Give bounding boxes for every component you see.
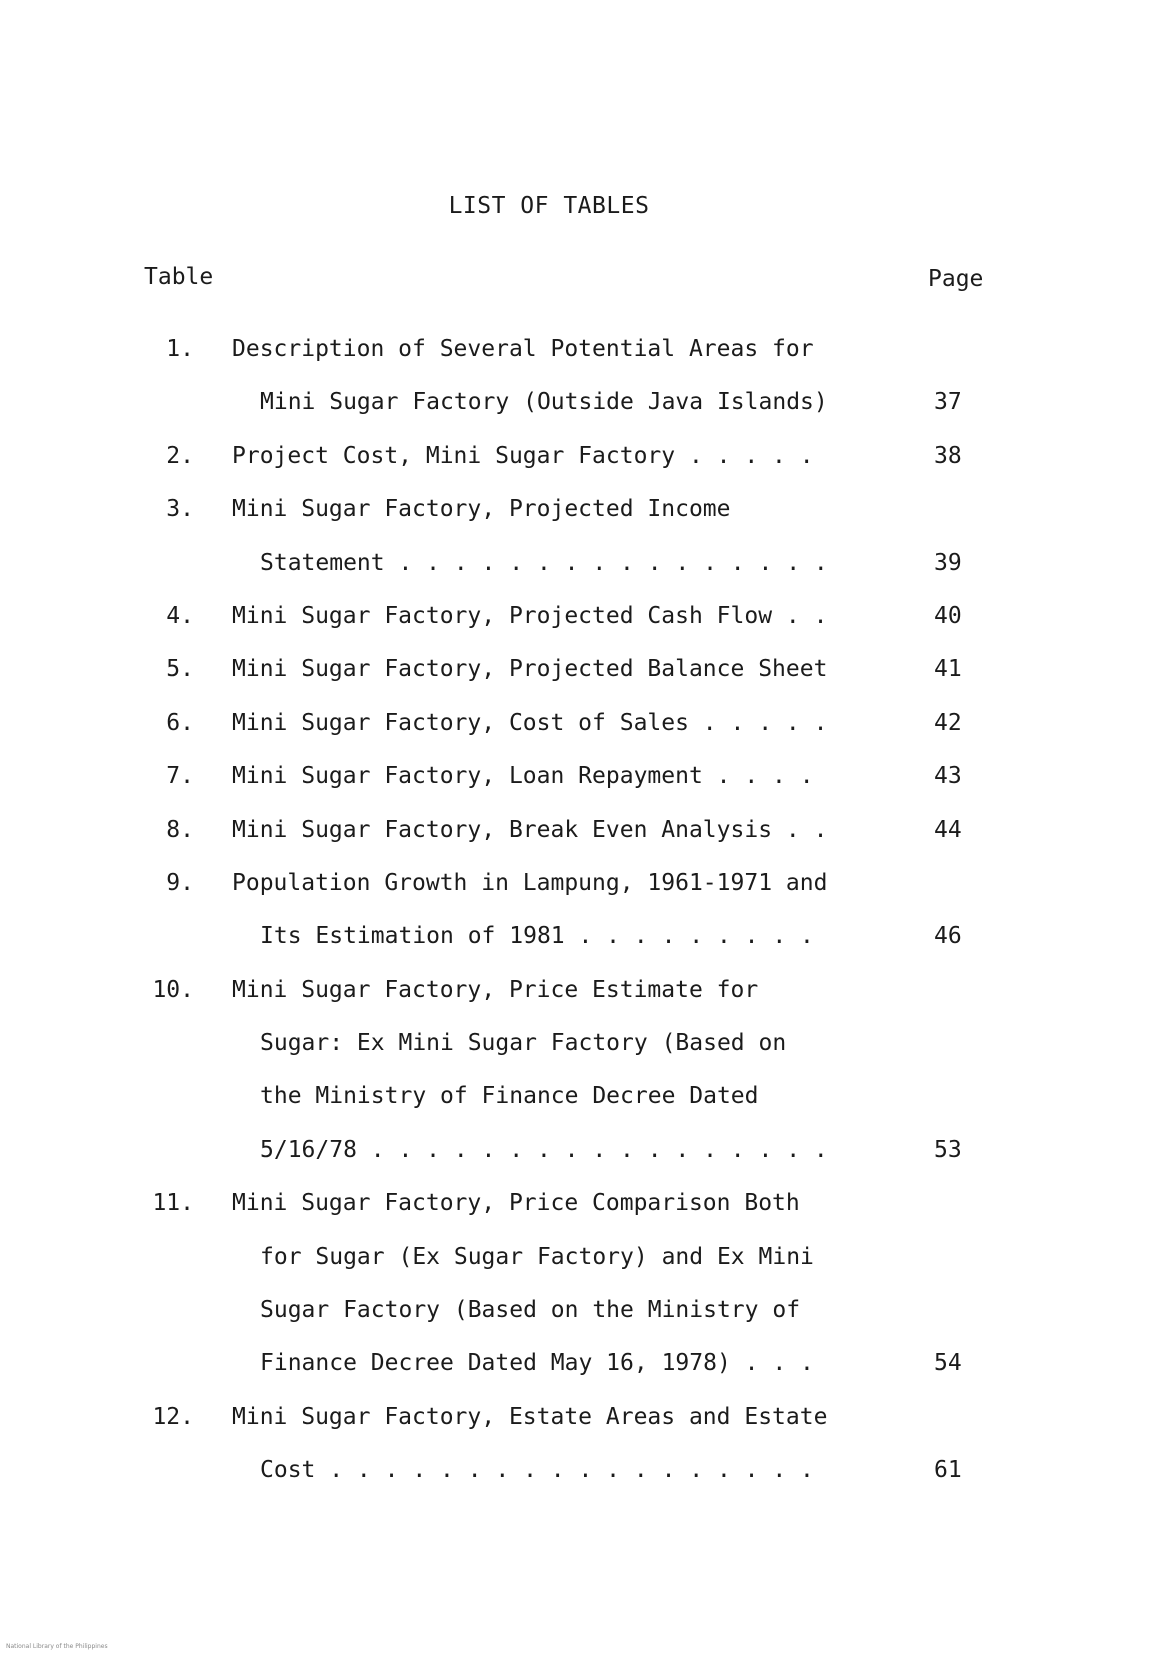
table-column-header: Table [144,264,214,290]
table-title: Its Estimation of 1981 . . . . . . . . . [260,923,814,950]
table-title: the Ministry of Finance Decree Dated [260,1083,759,1110]
page-number: 37 [934,389,962,416]
table-title: Finance Decree Dated May 16, 1978) . . . [260,1350,814,1377]
table-title: Statement . . . . . . . . . . . . . . . . [260,549,828,576]
table-title: Mini Sugar Factory, Cost of Sales . . . . . [232,709,828,736]
list-item [0,1231,1172,1284]
page-number: 54 [934,1350,962,1377]
table-title: Mini Sugar Factory, Projected Income [232,496,731,523]
table-title: Description of Several Potential Areas for [232,336,814,362]
list-item [0,857,1172,910]
table-number: 7. [166,763,194,790]
list-item [0,1124,1172,1177]
table-title: Mini Sugar Factory, Price Comparison Both [232,1190,800,1217]
page-column-header: Page [928,266,984,292]
page-number: 40 [934,602,962,629]
table-number: 12. [152,1403,194,1430]
scan-footer: National Library of the Philippines [6,1643,108,1650]
table-title: Sugar: Ex Mini Sugar Factory (Based on [260,1030,787,1057]
list-item [0,1444,1172,1497]
list-item [0,643,1172,696]
list-item [0,1070,1172,1123]
list-item [0,323,1172,376]
page-number: 42 [934,709,962,736]
table-number: 4. [166,602,194,629]
page-title: LIST OF TABLES [448,193,650,219]
table-title: Mini Sugar Factory, Projected Cash Flow . . [232,602,828,629]
table-title: 5/16/78 . . . . . . . . . . . . . . . . . [260,1136,828,1163]
page-number: 53 [934,1136,962,1163]
page-number: 38 [934,442,962,469]
list-item [0,750,1172,803]
table-number: 2. [166,442,194,469]
table-title: Population Growth in Lampung, 1961-1971 and [232,869,828,896]
table-title: Project Cost, Mini Sugar Factory . . . . . [232,442,814,469]
table-title: Mini Sugar Factory, Projected Balance Sheet [232,656,828,683]
table-title: Cost . . . . . . . . . . . . . . . . . . [260,1457,814,1484]
list-item [0,376,1172,429]
list-item [0,697,1172,750]
table-title: Mini Sugar Factory, Break Even Analysis . . [232,816,828,843]
list-item [0,1284,1172,1337]
page-number: 46 [934,923,962,950]
list-item [0,483,1172,536]
page-number: 41 [934,656,962,683]
list-item [0,964,1172,1017]
list-item [0,804,1172,857]
page-number: 43 [934,763,962,790]
table-title: Mini Sugar Factory, Price Estimate for [232,976,759,1003]
table-list [0,323,1172,1498]
table-number: 9. [166,869,194,896]
table-title: Mini Sugar Factory (Outside Java Islands) [260,389,828,416]
list-item [0,590,1172,643]
list-item [0,1337,1172,1390]
list-item [0,430,1172,483]
table-number: 11. [152,1190,194,1217]
table-number: 8. [166,816,194,843]
table-number: 5. [166,656,194,683]
table-title: Mini Sugar Factory, Loan Repayment . . . . [232,763,814,790]
table-title: Mini Sugar Factory, Estate Areas and Estate [232,1403,828,1430]
list-item [0,537,1172,590]
table-title: for Sugar (Ex Sugar Factory) and Ex Mini [260,1243,814,1270]
page-number: 44 [934,816,962,843]
page-number: 61 [934,1457,962,1484]
list-item [0,1177,1172,1230]
table-number: 3. [166,496,194,523]
list-item [0,910,1172,963]
list-item [0,1391,1172,1444]
table-title: Sugar Factory (Based on the Ministry of [260,1297,801,1324]
table-number: 1. [166,336,194,362]
table-number: 6. [166,709,194,736]
list-item [0,1017,1172,1070]
table-number: 10. [152,976,194,1003]
page-number: 39 [934,549,962,576]
